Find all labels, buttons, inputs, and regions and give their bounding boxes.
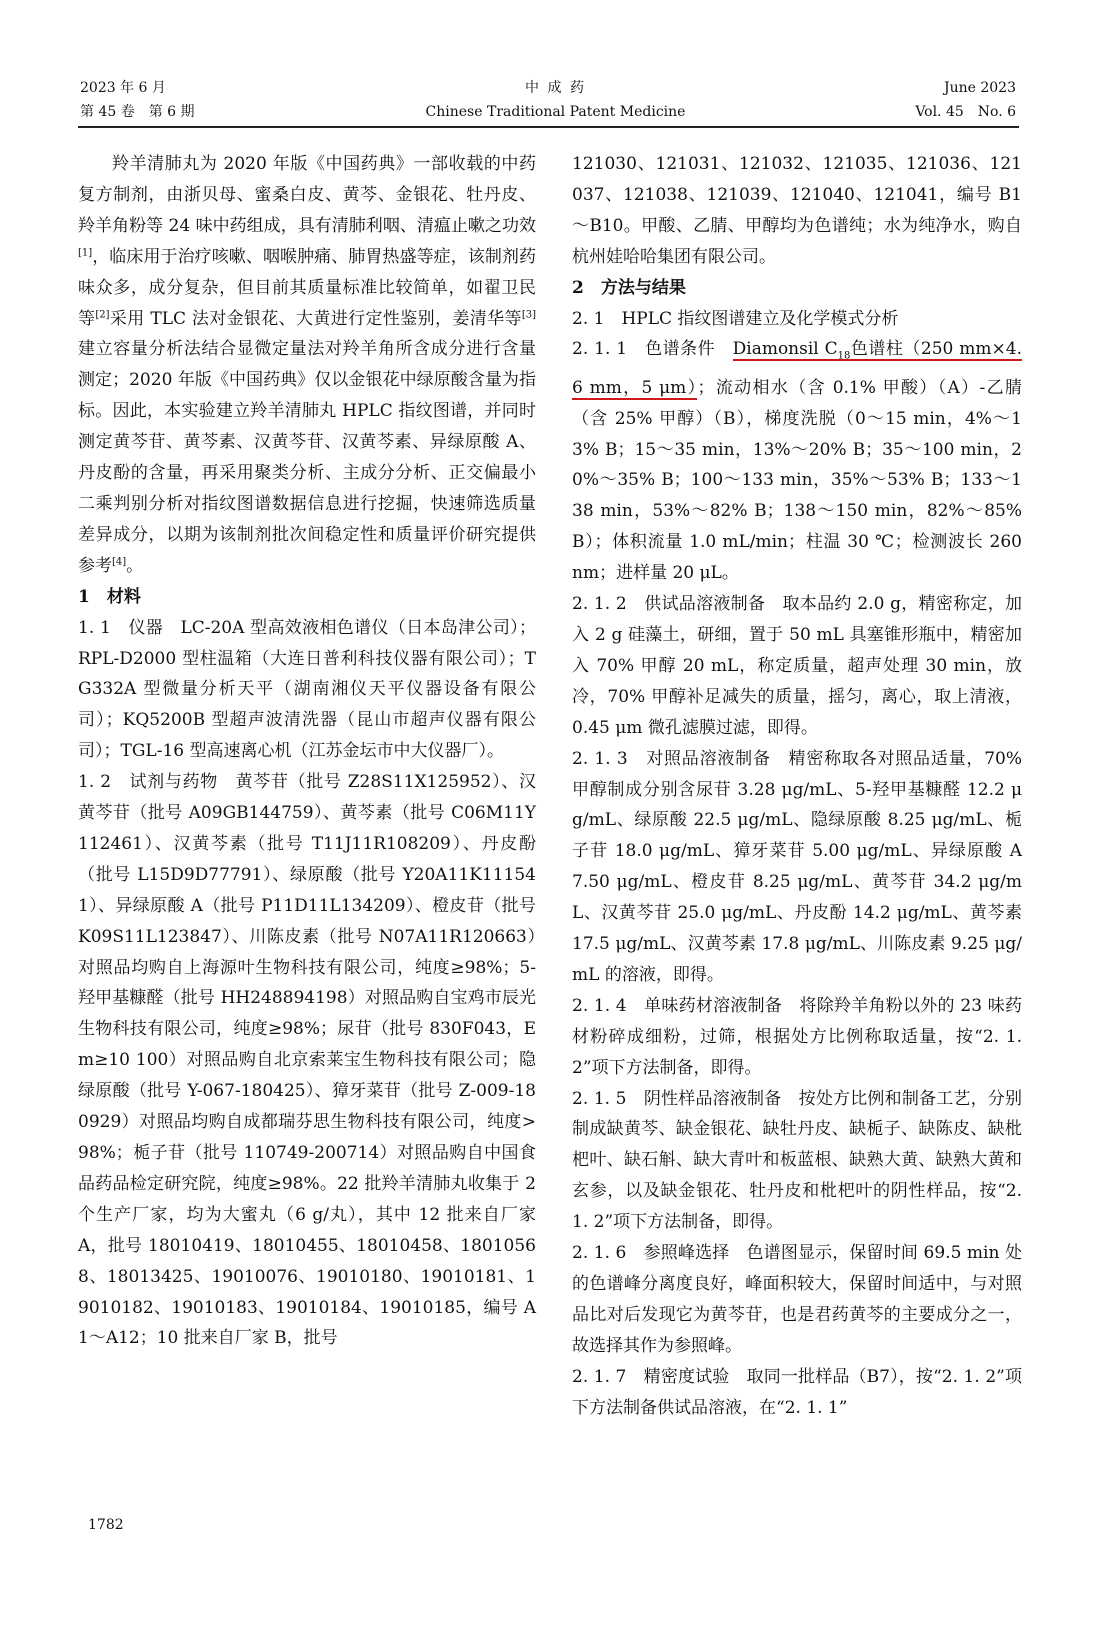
column-name: Diamonsil C	[732, 339, 838, 360]
intro-text-b: ，临床用于治疗咳嗽、咽喉肿痛、肺胃热盛等症，该制剂药味众多，成分复杂，但目前其质量标准比较简单，如翟卫民等	[78, 246, 536, 329]
ref-1: [1]	[78, 247, 93, 259]
journal-title-en: Chinese Traditional Patent Medicine	[425, 104, 686, 120]
journal-title-cn: 中 成 药	[525, 80, 586, 96]
section-2-1-heading: 2. 1 HPLC 指纹图谱建立及化学模式分析	[572, 308, 899, 329]
section-2-1-6-reference-peak: 2. 1. 6 参照峰选择 色谱图显示，保留时间 69.5 min 处的色谱峰分离度良好，峰面积较大，保留时间适中，与对照品比对后发现它为黄芩苷，也是君药黄芩的主要成分之一，故选择其作为参照峰。	[572, 1243, 1022, 1356]
ref-3: [3]	[521, 308, 536, 320]
column-subscript: 18	[837, 350, 851, 362]
header-date-en: June 2023	[943, 80, 1016, 96]
right-column	[572, 149, 1022, 1424]
page-number: 1782	[88, 1517, 124, 1533]
header-volume-issue-cn: 第 45 卷 第 6 期	[80, 104, 195, 120]
intro-text-c: 采用 TLC 法对金银花、大黄进行定性鉴别，姜清华等	[109, 308, 522, 329]
intro-paragraph	[78, 149, 536, 582]
ref-4: [4]	[112, 556, 127, 568]
p211-lead: 2. 1. 1 色谱条件	[572, 339, 733, 360]
section-1-2-reagents: 1. 2 试剂与药物 黄芩苷（批号 Z28S11X125952）、汉黄芩苷（批号 A09GB144759）、黄芩素（批号 C06M11Y112461）、汉黄芩素（批号 T11J11R108209）、丹皮酚（批号 L15D9D77791）、绿原酸（批号 Y20A11K111541）、异绿原酸 A（批号 P11D11L134209）、橙皮苷（批号 K09S11L123847）、川陈皮素（批号 N07A11R120663）对照品均购自上海源叶生物科技有限公司，纯度≥98%；5-羟甲基糠醛（批号 HH248894198）对照品购自宝鸡市辰光生物科技有限公司，纯度≥98%；尿苷（批号 830F043，Em≥10 100）对照品购自北京索莱宝生物科技有限公司；隐绿原酸（批号 Y-067-180425）、獐牙菜苷（批号 Z-009-180929）对照品均购自成都瑞芬思生物科技有限公司，纯度>98%；栀子苷（批号 110749-200714）对照品购自中国食品药品检定研究院，纯度≥98%。22 批羚羊清肺丸收集于 2 个生产厂家，均为大蜜丸（6 g/丸），其中 12 批来自厂家 A，批号 18010419、18010455、18010458、18010568、18013425、19010076、19010180、19010181、19010182、19010183、19010184、19010185，编号 A1～A12；10 批来自厂家 B，批号	[78, 772, 536, 1349]
p211-rest: ；流动相水（含 0.1% 甲酸）（A）-乙腈（含 25% 甲醇）（B），梯度洗脱（0～15 min，4%～13% B；15～35 min，13%～20% B；35～100 min，20%～35% B；100～133 min，35%～53% B；133～138 min，53%～82% B；138～150 min，82%～85% B）；体积流量 1.0 mL/min；柱温 30 ℃；检测波长 260 nm；进样量 20 μL。	[572, 377, 1022, 584]
section-2-1-7-precision: 2. 1. 7 精密度试验 取同一批样品（B7），按“2. 1. 2”项下方法制备供试品溶液，在“2. 1. 1”	[572, 1366, 1022, 1418]
intro-text-e: 。	[126, 555, 144, 576]
section-2-1-5-negative-prep: 2. 1. 5 阴性样品溶液制备 按处方比例和制备工艺，分别制成缺黄芩、缺金银花、缺牡丹皮、缺栀子、缺陈皮、缺枇杷叶、缺石斛、缺大青叶和板蓝根、缺熟大黄、缺熟大黄和玄参，以及缺金银花、牡丹皮和枇杷叶的阴性样品，按“2. 1. 2”项下方法制备，即得。	[572, 1088, 1022, 1233]
header-rule	[78, 126, 1019, 128]
section-2-1-2-sample-prep: 2. 1. 2 供试品溶液制备 取本品约 2.0 g，精密称定，加入 2 g 硅藻土，研细，置于 50 mL 具塞锥形瓶中，精密加入 70% 甲醇 20 mL，称定质量，超声处理 30 min，放冷，70% 甲醇补足减失的质量，摇匀，离心，取上清液，0.45 μm 微孔滤膜过滤，即得。	[572, 594, 1022, 738]
header-volume-issue-en: Vol. 45 No. 6	[915, 104, 1016, 120]
column-dimensions: 色谱柱（250 mm×4.6 mm，5 μm）	[572, 339, 1022, 398]
section-2-1-1-chromatography	[572, 334, 1022, 589]
header-date: 2023 年 6 月	[80, 80, 166, 96]
left-column	[78, 149, 536, 1354]
section-1-heading: 1 材料	[78, 586, 141, 607]
section-1-1-instruments: 1. 1 仪器 LC-20A 型高效液相色谱仪（日本岛津公司）；RPL-D2000 型柱温箱（大连日普利科技仪器有限公司）；TG332A 型微量分析天平（湖南湘仪天平仪器设备有限公司）；KQ5200B 型超声波清洗器（昆山市超声仪器有限公司）；TGL-16 型高速离心机（江苏金坛市中大仪器厂）。	[78, 617, 536, 762]
section-2-1-4-single-herb-prep: 2. 1. 4 单味药材溶液制备 将除羚羊角粉以外的 23 味药材粉碎成细粉，过筛，根据处方比例称取适量，按“2. 1. 2”项下方法制备，即得。	[572, 995, 1022, 1078]
intro-text-a: 羚羊清肺丸为 2020 年版《中国药典》一部收载的中药复方制剂，由浙贝母、蜜桑白皮、黄芩、金银花、牡丹皮、羚羊角粉等 24 味中药组成，具有清肺利咽、清瘟止嗽之功效	[78, 154, 536, 236]
intro-text-d: 建立容量分析法结合显微定量法对羚羊角所含成分进行含量测定；2020 年版《中国药典》仅以金银花中绿原酸含量为指标。因此，本实验建立羚羊清肺丸 HPLC 指纹图谱，并同时测定黄芩苷、黄芩素、汉黄芩苷、汉黄芩素、异绿原酸 A、丹皮酚的含量，再采用聚类分析、主成分分析、正交偏最小二乘判别分析对指纹图谱数据信息进行挖掘，快速筛选质量差异成分，以期为该制剂批次间稳定性和质量评价研究提供参考	[78, 339, 536, 576]
batch-list-continued: 121030、121031、121032、121035、121036、121037、121038、121039、121040、121041，编号 B1～B10。甲酸、乙腈、甲醇均为色谱纯；水为纯净水，购自杭州娃哈哈集团有限公司。	[572, 154, 1022, 267]
section-2-1-3-reference-prep: 2. 1. 3 对照品溶液制备 精密称取各对照品适量，70% 甲醇制成分别含尿苷 3.28 μg/mL、5-羟甲基糠醛 12.2 μg/mL、绿原酸 22.5 μg/mL、隐绿原酸 8.25 μg/mL、栀子苷 18.0 μg/mL、獐牙菜苷 5.00 μg/mL、异绿原酸 A 7.50 μg/mL、橙皮苷 8.25 μg/mL、黄芩苷 34.2 μg/mL、汉黄芩苷 25.0 μg/mL、丹皮酚 14.2 μg/mL、黄芩素 17.5 μg/mL、汉黄芩素 17.8 μg/mL、川陈皮素 9.25 μg/mL 的溶液，即得。	[572, 748, 1022, 985]
section-2-heading: 2 方法与结果	[572, 277, 686, 298]
ref-2: [2]	[95, 308, 110, 320]
